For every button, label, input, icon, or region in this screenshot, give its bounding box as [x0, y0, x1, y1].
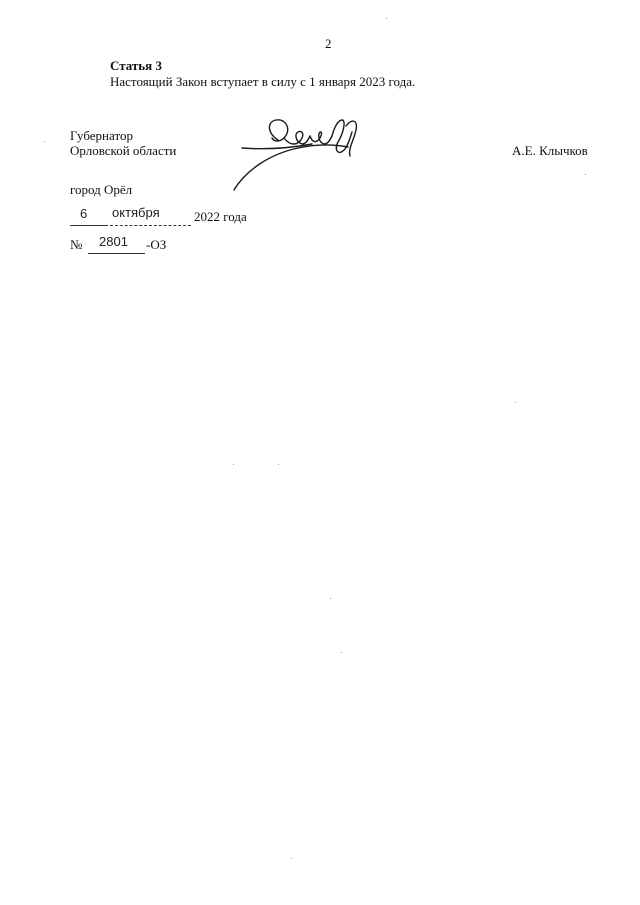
law-number: 2801 [99, 234, 128, 249]
number-underline [88, 253, 145, 254]
scan-speck [386, 18, 387, 19]
scan-speck [233, 464, 234, 465]
article-title: Статья 3 [110, 58, 162, 73]
date-line [70, 205, 270, 227]
date-year: 2022 года [194, 209, 247, 224]
city: город Орёл [70, 182, 133, 197]
scan-speck [291, 858, 292, 859]
month-underline [110, 225, 191, 226]
governor-title-line2: Орловской области [70, 143, 177, 158]
day-underline [70, 225, 108, 226]
scan-speck [515, 402, 516, 403]
scan-speck [585, 174, 586, 175]
number-suffix: -ОЗ [146, 237, 167, 252]
law-number-line [70, 234, 190, 255]
governor-title-line1: Губернатор [70, 128, 133, 143]
article-text: Настоящий Закон вступает в силу с 1 января 2023 года. [110, 74, 416, 89]
scan-speck [341, 652, 342, 653]
page-number: 2 [325, 36, 332, 51]
date-day: 6 [80, 206, 88, 221]
number-sign: № [70, 237, 83, 252]
date-month: октября [112, 205, 160, 220]
scan-speck [330, 598, 331, 599]
governor-name: А.Е. Клычков [512, 143, 588, 158]
scan-speck [44, 141, 45, 142]
scan-speck [278, 464, 279, 465]
signature-icon [228, 112, 360, 192]
